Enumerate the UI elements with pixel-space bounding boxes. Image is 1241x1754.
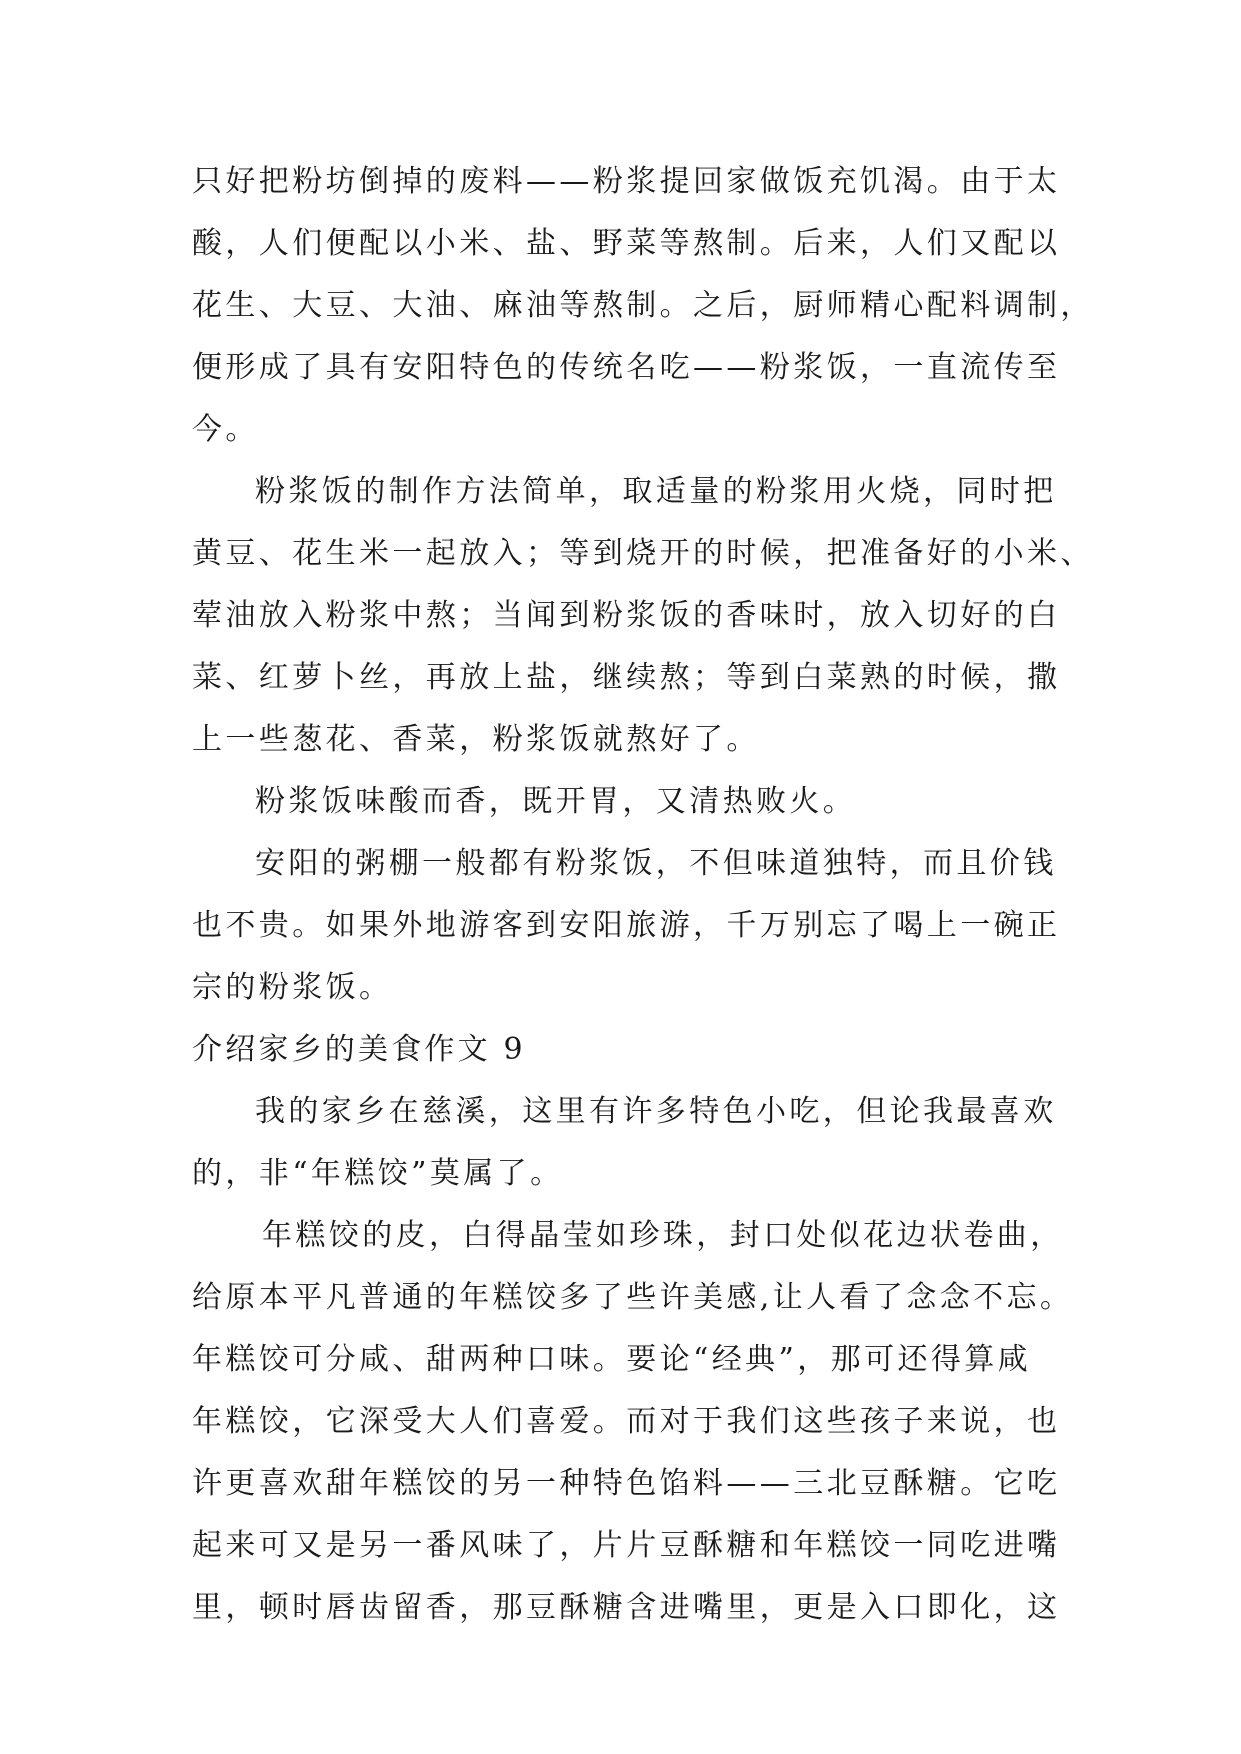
paragraph-start-line: 粉浆饭的制作方法简单，取适量的粉浆用火烧，同时把 bbox=[255, 474, 1057, 509]
text-line: 给原本平凡普通的年糕饺多了些许美感,让人看了念念不忘。 bbox=[192, 1280, 1074, 1315]
paragraph-start-line: 我的家乡在慈溪，这里有许多特色小吃，但论我最喜欢 bbox=[255, 1094, 1057, 1129]
text-line: 菜、红萝卜丝，再放上盐，继续熬；等到白菜熟的时候，撒 bbox=[192, 660, 1061, 695]
text-line: 也不贵。如果外地游客到安阳旅游，千万别忘了喝上一碗正 bbox=[192, 908, 1061, 943]
text-line: 便形成了具有安阳特色的传统名吃——粉浆饭，一直流传至 bbox=[192, 350, 1061, 385]
text-line: 上一些葱花、香菜，粉浆饭就熬好了。 bbox=[192, 722, 760, 757]
text-line: 许更喜欢甜年糕饺的另一种特色馅料——三北豆酥糖。它吃 bbox=[192, 1466, 1061, 1501]
text-line: 黄豆、花生米一起放入；等到烧开的时候，把准备好的小米、 bbox=[192, 536, 1094, 571]
text-line: 酸，人们便配以小米、盐、野菜等熬制。后来，人们又配以 bbox=[192, 226, 1061, 261]
paragraph-start-line: 安阳的粥棚一般都有粉浆饭，不但味道独特，而且价钱 bbox=[255, 846, 1057, 881]
section-title: 介绍家乡的美食作文 9 bbox=[192, 1032, 526, 1067]
text-line: 起来可又是另一番风味了，片片豆酥糖和年糕饺一同吃进嘴 bbox=[192, 1528, 1061, 1563]
paragraph-start-line: 年糕饺的皮，白得晶莹如珍珠，封口处似花边状卷曲， bbox=[262, 1218, 1064, 1253]
text-line: 年糕饺可分咸、甜两种口味。要论“经典”，那可还得算咸 bbox=[192, 1342, 1032, 1377]
paragraph-line: 粉浆饭味酸而香，既开胃，又清热败火。 bbox=[255, 784, 857, 819]
text-line: 花生、大豆、大油、麻油等熬制。之后，厨师精心配料调制， bbox=[192, 288, 1094, 323]
text-line: 今。 bbox=[192, 412, 259, 447]
text-line: 的，非“年糕饺”莫属了。 bbox=[192, 1156, 564, 1191]
text-line: 年糕饺，它深受大人们喜爱。而对于我们这些孩子来说，也 bbox=[192, 1404, 1061, 1439]
text-line: 荤油放入粉浆中熬；当闻到粉浆饭的香味时，放入切好的白 bbox=[192, 598, 1061, 633]
text-line: 里，顿时唇齿留香，那豆酥糖含进嘴里，更是入口即化，这 bbox=[192, 1590, 1061, 1625]
text-line: 只好把粉坊倒掉的废料——粉浆提回家做饭充饥渴。由于太 bbox=[192, 164, 1061, 199]
text-line: 宗的粉浆饭。 bbox=[192, 970, 393, 1005]
